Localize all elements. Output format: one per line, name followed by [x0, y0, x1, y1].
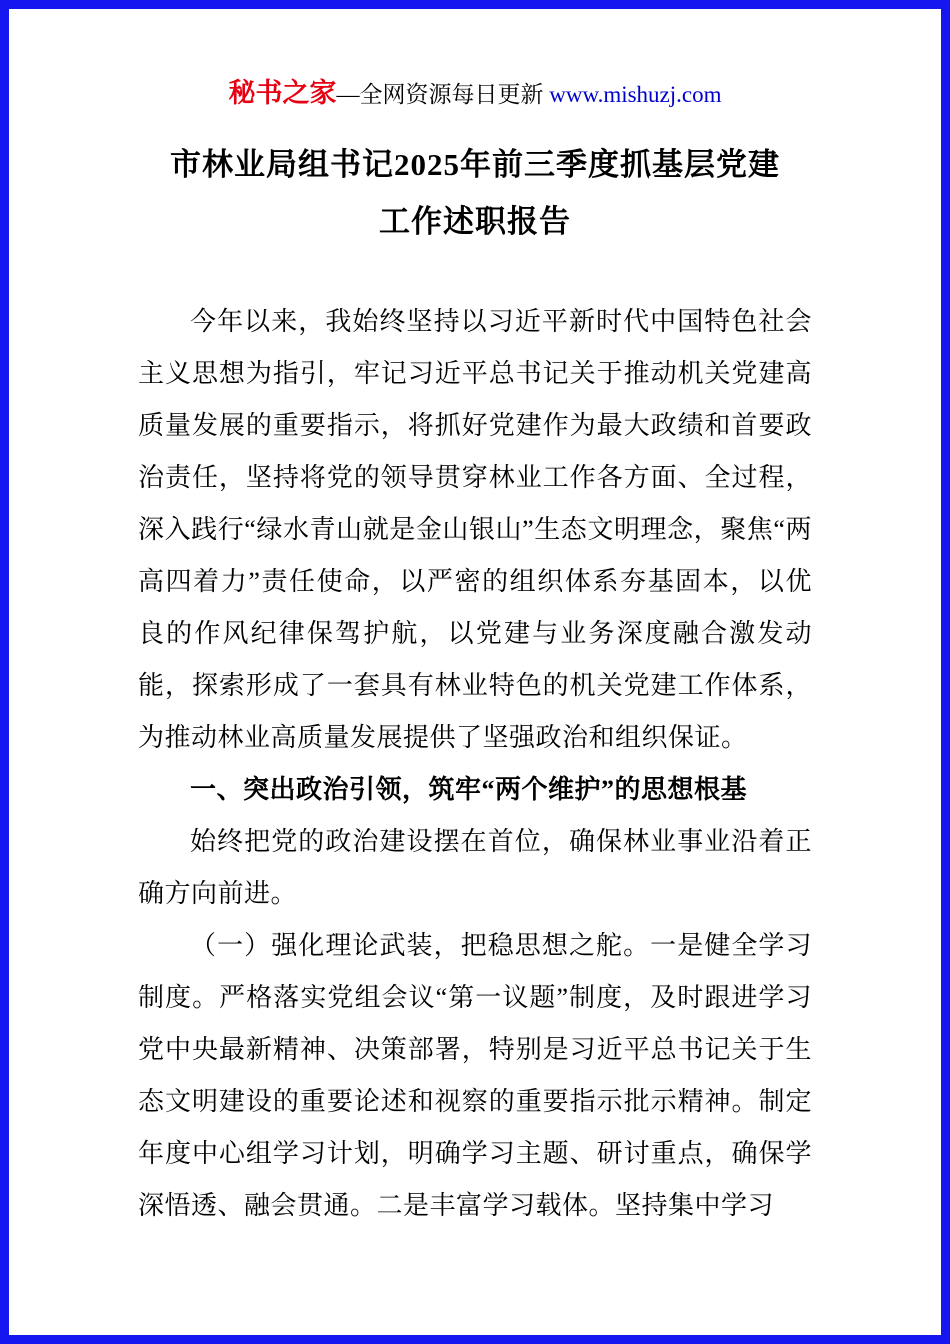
paragraph-intro: 今年以来，我始终坚持以习近平新时代中国特色社会主义思想为指引，牢记习近平总书记关于推动机关党建高质量发展的重要指示，将抓好党建作为最大政绩和首要政治责任，坚持将党的领导贯穿林业工作各方面、全过程，深入践行“绿水青山就是金山银山”生态文明理念，聚焦“两高四着力”责任使命，以严密的组织体系夯基固本，以优良的作风纪律保驾护航，以党建与业务深度融合激发动能，探索形成了一套具有林业特色的机关党建工作体系，为推动林业高质量发展提供了坚强政治和组织保证。 [138, 307, 812, 752]
paragraph-section-lead: 始终把党的政治建设摆在首位，确保林业事业沿着正确方向前进。 [138, 827, 812, 908]
document-body [138, 296, 812, 1232]
paragraph-subsection-1: （一）强化理论武装，把稳思想之舵。一是健全学习制度。严格落实党组会议“第一议题”制度，及时跟进学习党中央最新精神、决策部署，特别是习近平总书记关于生态文明建设的重要论述和视察的重要指示批示精神。制定年度中心组学习计划，明确学习主题、研讨重点，确保学深悟透、融会贯通。二是丰富学习载体。坚持集中学习 [138, 931, 812, 1220]
site-brand: 秘书之家 [228, 78, 337, 108]
document-title-line2: 工作述职报告 [379, 204, 571, 239]
site-header [138, 76, 812, 112]
section-heading-1: 一、突出政治引领，筑牢“两个维护”的思想根基 [190, 775, 748, 804]
site-tagline: —全网资源每日更新 [336, 82, 550, 107]
document-title-line1: 市林业局组书记2025年前三季度抓基层党建 [170, 147, 780, 182]
document-title [138, 136, 812, 250]
site-url-link[interactable]: www.mishuzj.com [549, 82, 722, 107]
